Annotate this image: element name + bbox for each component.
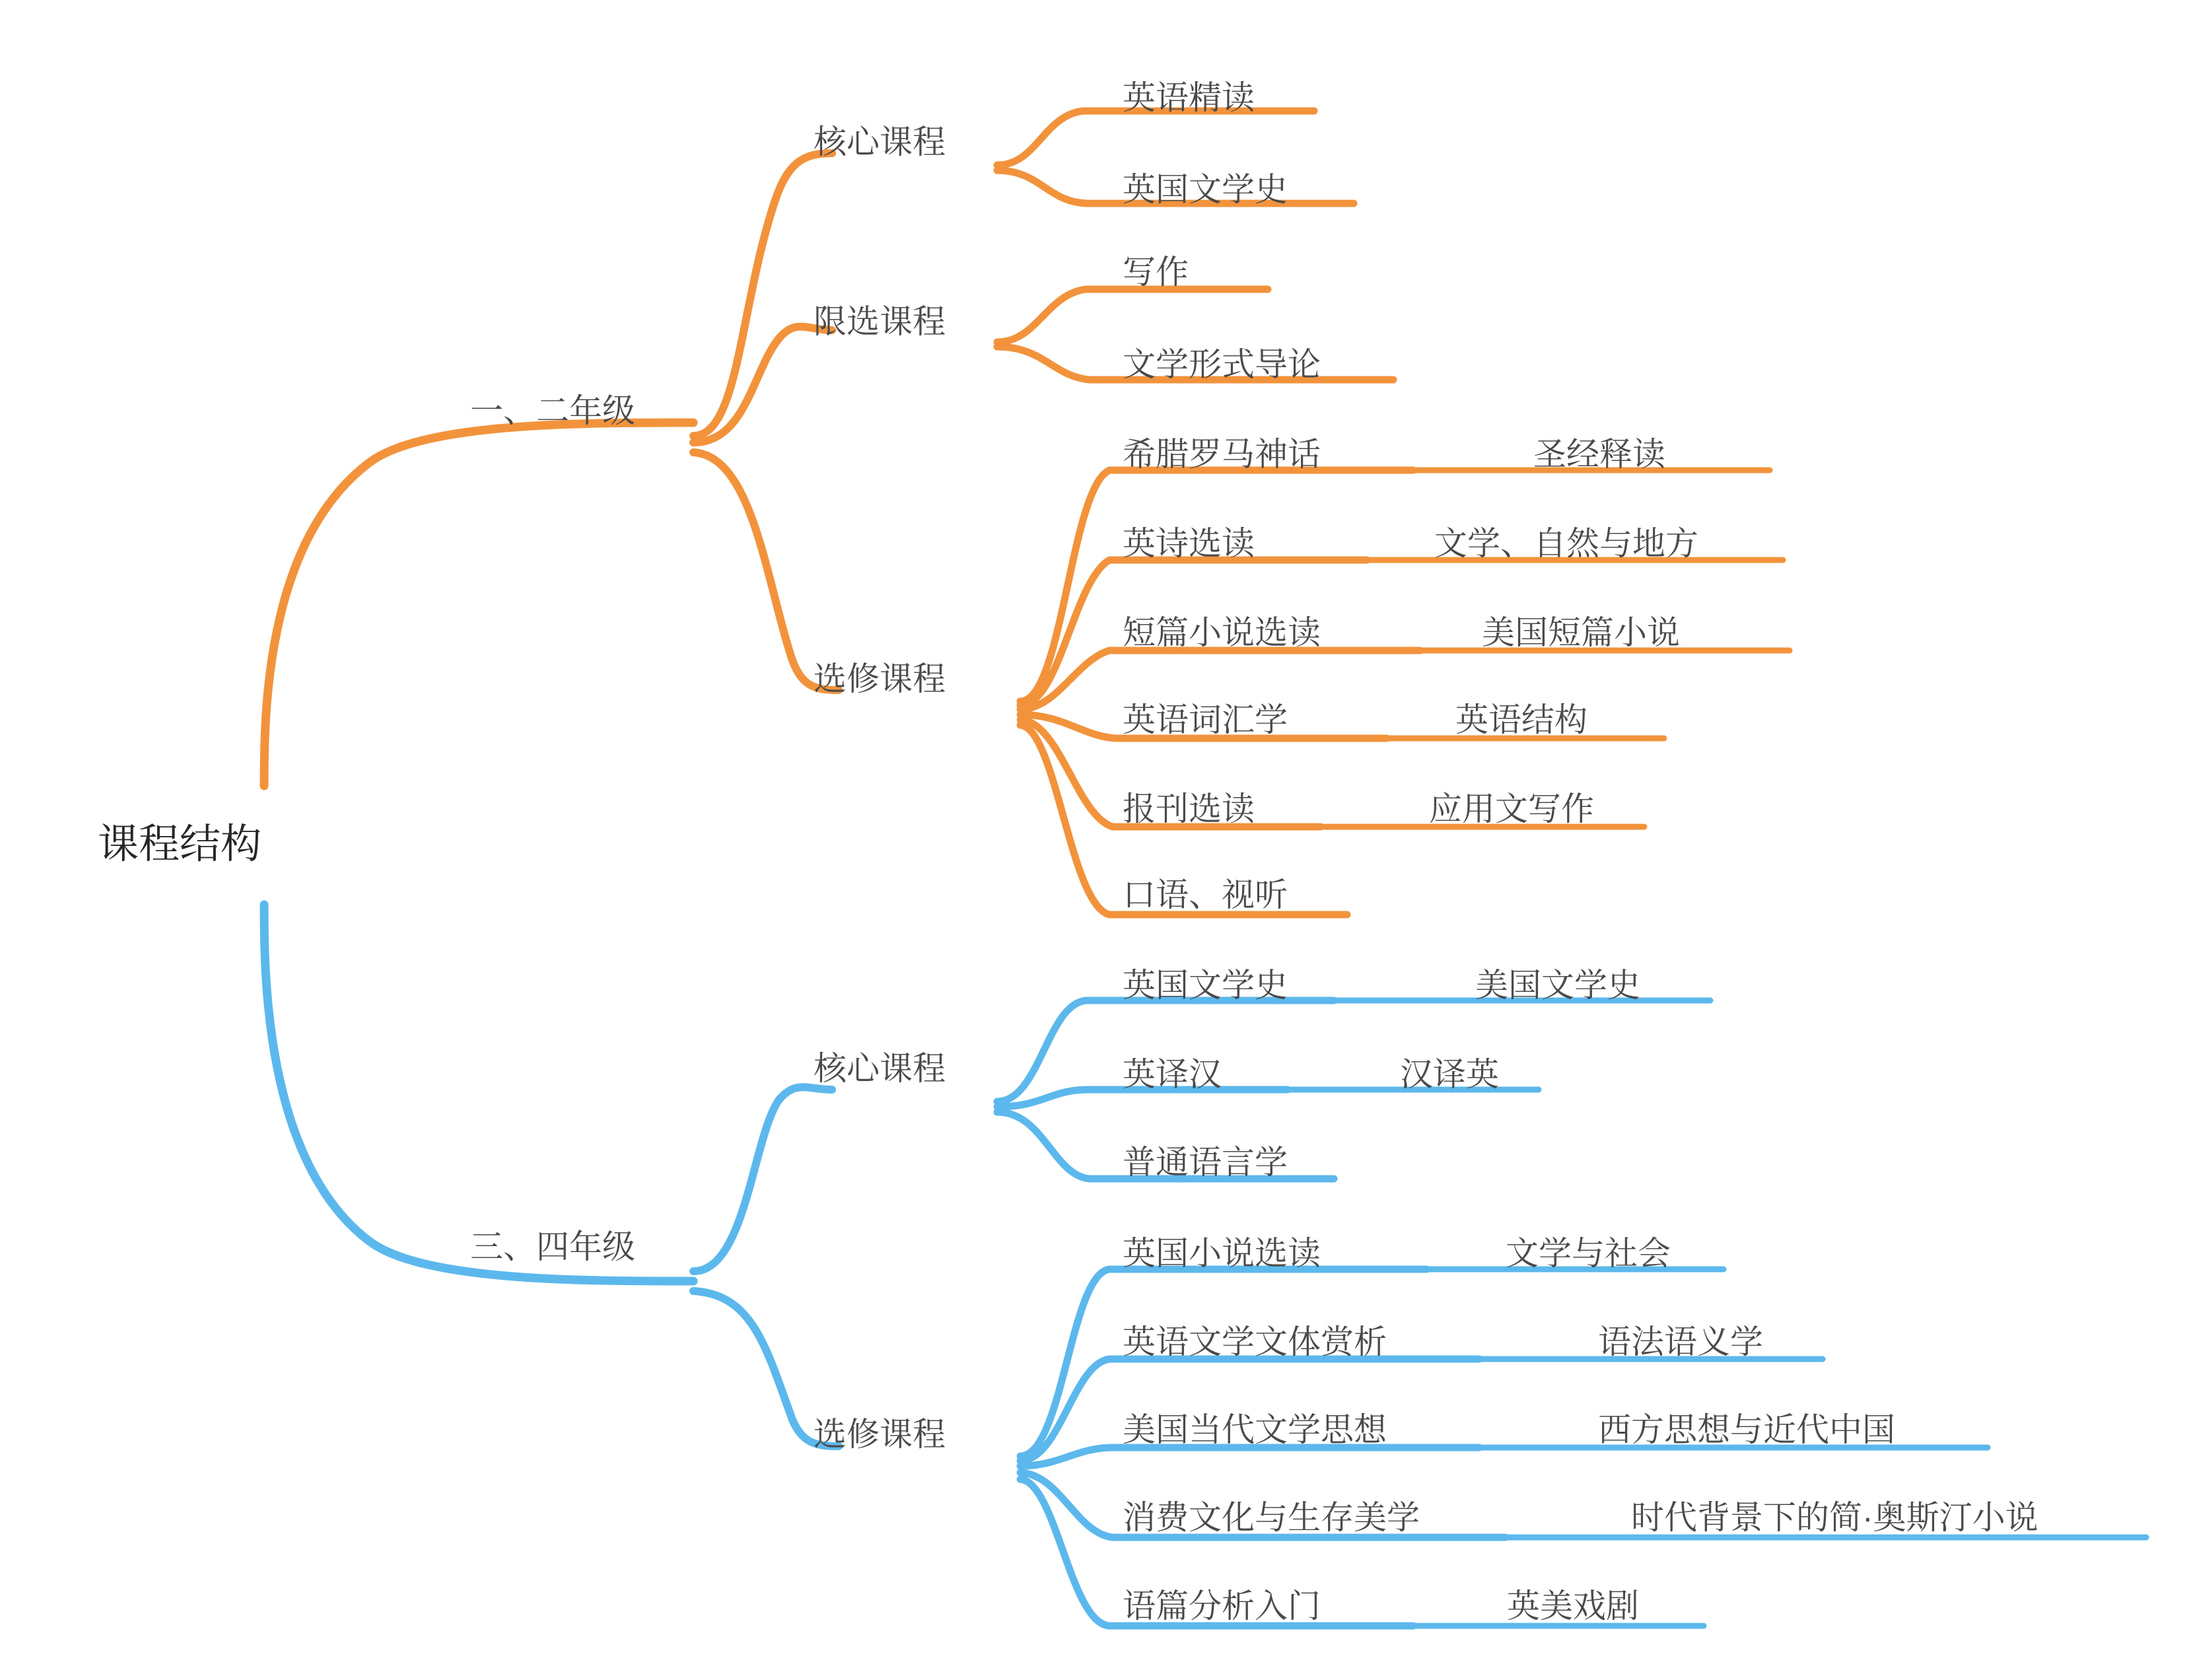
leaf-node[interactable]: 英诗选读 xyxy=(1123,525,1255,562)
leaf-sub-node[interactable]: 美国文学史 xyxy=(1475,967,1640,1004)
leaf-sub-node[interactable]: 汉译英 xyxy=(1400,1056,1499,1093)
leaf-node[interactable]: 口语、视听 xyxy=(1123,876,1288,913)
leaf-node[interactable]: 英语词汇学 xyxy=(1123,701,1288,738)
leaf-node[interactable]: 英语文学文体赏析 xyxy=(1123,1323,1387,1360)
leaf-sub-node[interactable]: 圣经释读 xyxy=(1533,436,1665,473)
leaf-node[interactable]: 美国当代文学思想 xyxy=(1123,1411,1387,1448)
leaf-sub-node[interactable]: 时代背景下的简·奥斯汀小说 xyxy=(1631,1499,2038,1536)
leaf-node[interactable]: 文学形式导论 xyxy=(1123,346,1321,383)
leaf-sub-node[interactable]: 美国短篇小说 xyxy=(1482,614,1680,651)
group-label-core-courses-1-2[interactable]: 核心课程 xyxy=(814,123,946,160)
leaf-node[interactable]: 英国小说选读 xyxy=(1123,1235,1321,1272)
leaf-node[interactable]: 报刊选读 xyxy=(1123,790,1255,827)
group-label-restricted-electives-1-2[interactable]: 限选课程 xyxy=(814,303,946,340)
leaf-sub-node[interactable]: 英美戏剧 xyxy=(1507,1588,1639,1625)
leaf-sub-node[interactable]: 应用文写作 xyxy=(1429,790,1594,827)
leaf-sub-node[interactable]: 语法语义学 xyxy=(1598,1323,1763,1360)
leaf-node[interactable]: 普通语言学 xyxy=(1123,1144,1288,1181)
leaf-sub-node[interactable]: 西方思想与近代中国 xyxy=(1598,1411,1895,1448)
leaf-node[interactable]: 消费文化与生存美学 xyxy=(1123,1499,1420,1536)
group-label-electives-3-4[interactable]: 选修课程 xyxy=(814,1416,946,1453)
leaf-node[interactable]: 英语精读 xyxy=(1123,79,1255,116)
leaf-node[interactable]: 写作 xyxy=(1123,254,1189,291)
leaf-node[interactable]: 英国文学史 xyxy=(1123,171,1288,208)
leaf-node[interactable]: 短篇小说选读 xyxy=(1123,614,1321,651)
mindmap-root-node[interactable]: 课程结构 xyxy=(98,822,262,867)
leaf-sub-node[interactable]: 英语结构 xyxy=(1455,701,1587,738)
group-label-electives-1-2[interactable]: 选修课程 xyxy=(814,660,946,697)
leaf-node[interactable]: 语篇分析入门 xyxy=(1123,1588,1321,1625)
leaf-sub-node[interactable]: 文学与社会 xyxy=(1506,1235,1671,1272)
leaf-node[interactable]: 英译汉 xyxy=(1123,1056,1222,1093)
leaf-sub-node[interactable]: 文学、自然与地方 xyxy=(1434,525,1698,562)
group-label-core-courses-3-4[interactable]: 核心课程 xyxy=(814,1050,946,1087)
branch-label-grade-3-4[interactable]: 三、四年级 xyxy=(470,1228,635,1265)
branch-label-grade-1-2[interactable]: 一、二年级 xyxy=(470,392,635,429)
leaf-node[interactable]: 英国文学史 xyxy=(1123,967,1288,1004)
leaf-node[interactable]: 希腊罗马神话 xyxy=(1123,436,1321,473)
